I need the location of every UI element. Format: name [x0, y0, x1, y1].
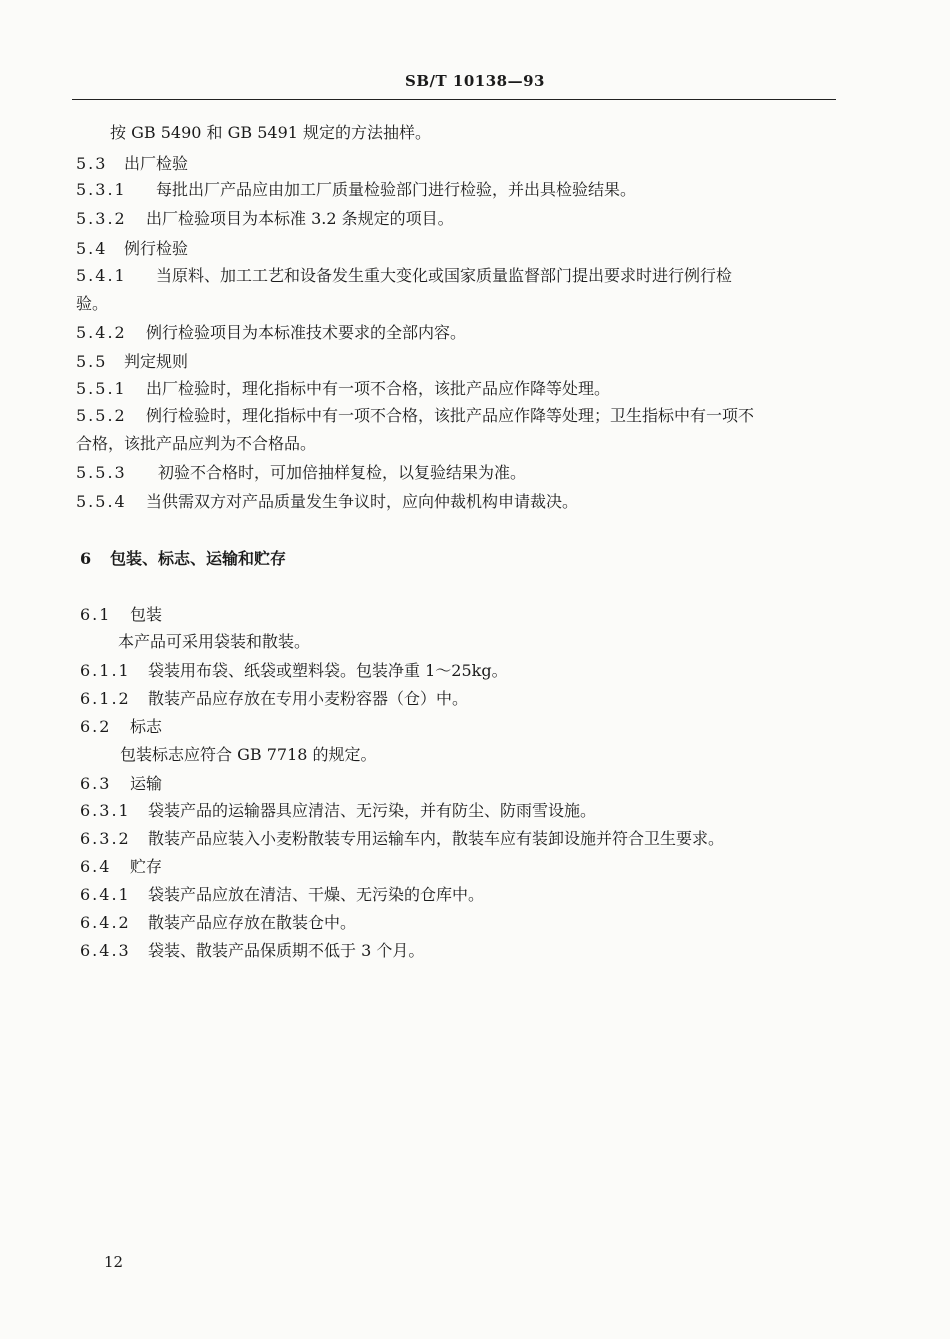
clause: 5.5.3 初验不合格时，可加倍抽样复检，以复验结果为准。	[76, 463, 527, 482]
section-heading: 5.4 例行检验	[76, 239, 189, 258]
paragraph: 本产品可采用袋装和散装。	[118, 632, 311, 651]
clause: 6.4.3 袋装、散装产品保质期不低于 3 个月。	[80, 941, 425, 960]
clause: 5.4.2 例行检验项目为本标准技术要求的全部内容。	[76, 323, 467, 342]
clause: 5.5.4 当供需双方对产品质量发生争议时，应向仲裁机构申请裁决。	[76, 492, 579, 511]
chapter-title: 6 包装、标志、运输和贮存	[80, 549, 287, 568]
section-heading: 5.5 判定规则	[76, 352, 189, 371]
clause: 5.5.1 出厂检验时，理化指标中有一项不合格，该批产品应作降等处理。	[76, 379, 611, 398]
clause: 6.1.1 袋装用布袋、纸袋或塑料袋。包装净重 1～25kg。	[80, 661, 508, 680]
clause: 5.3.1 每批出厂产品应由加工厂质量检验部门进行检验，并出具检验结果。	[76, 180, 637, 199]
header-rule	[72, 99, 836, 100]
paragraph: 包装标志应符合 GB 7718 的规定。	[120, 745, 377, 764]
page-number: 12	[104, 1253, 124, 1271]
clause: 6.4.2 散装产品应存放在散装仓中。	[80, 913, 357, 932]
clause: 6.4.1 袋装产品应放在清洁、干燥、无污染的仓库中。	[80, 885, 485, 904]
clause: 6.3.2 散装产品应装入小麦粉散装专用运输车内，散装车应有装卸设施并符合卫生要求。	[80, 829, 725, 848]
clause-continuation: 合格，该批产品应判为不合格品。	[76, 434, 317, 453]
section-heading: 6.3 运输	[80, 774, 163, 793]
section-heading: 6.2 标志	[80, 717, 163, 736]
clause-continuation: 验。	[76, 294, 109, 313]
document-code: SB/T 10138—93	[405, 72, 545, 90]
section-heading: 5.3 出厂检验	[76, 154, 189, 173]
section-heading: 6.4 贮存	[80, 857, 163, 876]
clause: 6.1.2 散装产品应存放在专用小麦粉容器（仓）中。	[80, 689, 469, 708]
section-heading: 6.1 包装	[80, 605, 163, 624]
clause: 5.4.1 当原料、加工工艺和设备发生重大变化或国家质量监督部门提出要求时进行例行检	[76, 266, 733, 285]
clause: 5.3.2 出厂检验项目为本标准 3.2 条规定的项目。	[76, 209, 454, 228]
list-item: 按 GB 5490 和 GB 5491 规定的方法抽样。	[110, 123, 432, 142]
clause: 5.5.2 例行检验时，理化指标中有一项不合格，该批产品应作降等处理；卫生指标中有一项不	[76, 406, 755, 425]
clause: 6.3.1 袋装产品的运输器具应清洁、无污染，并有防尘、防雨雪设施。	[80, 801, 597, 820]
